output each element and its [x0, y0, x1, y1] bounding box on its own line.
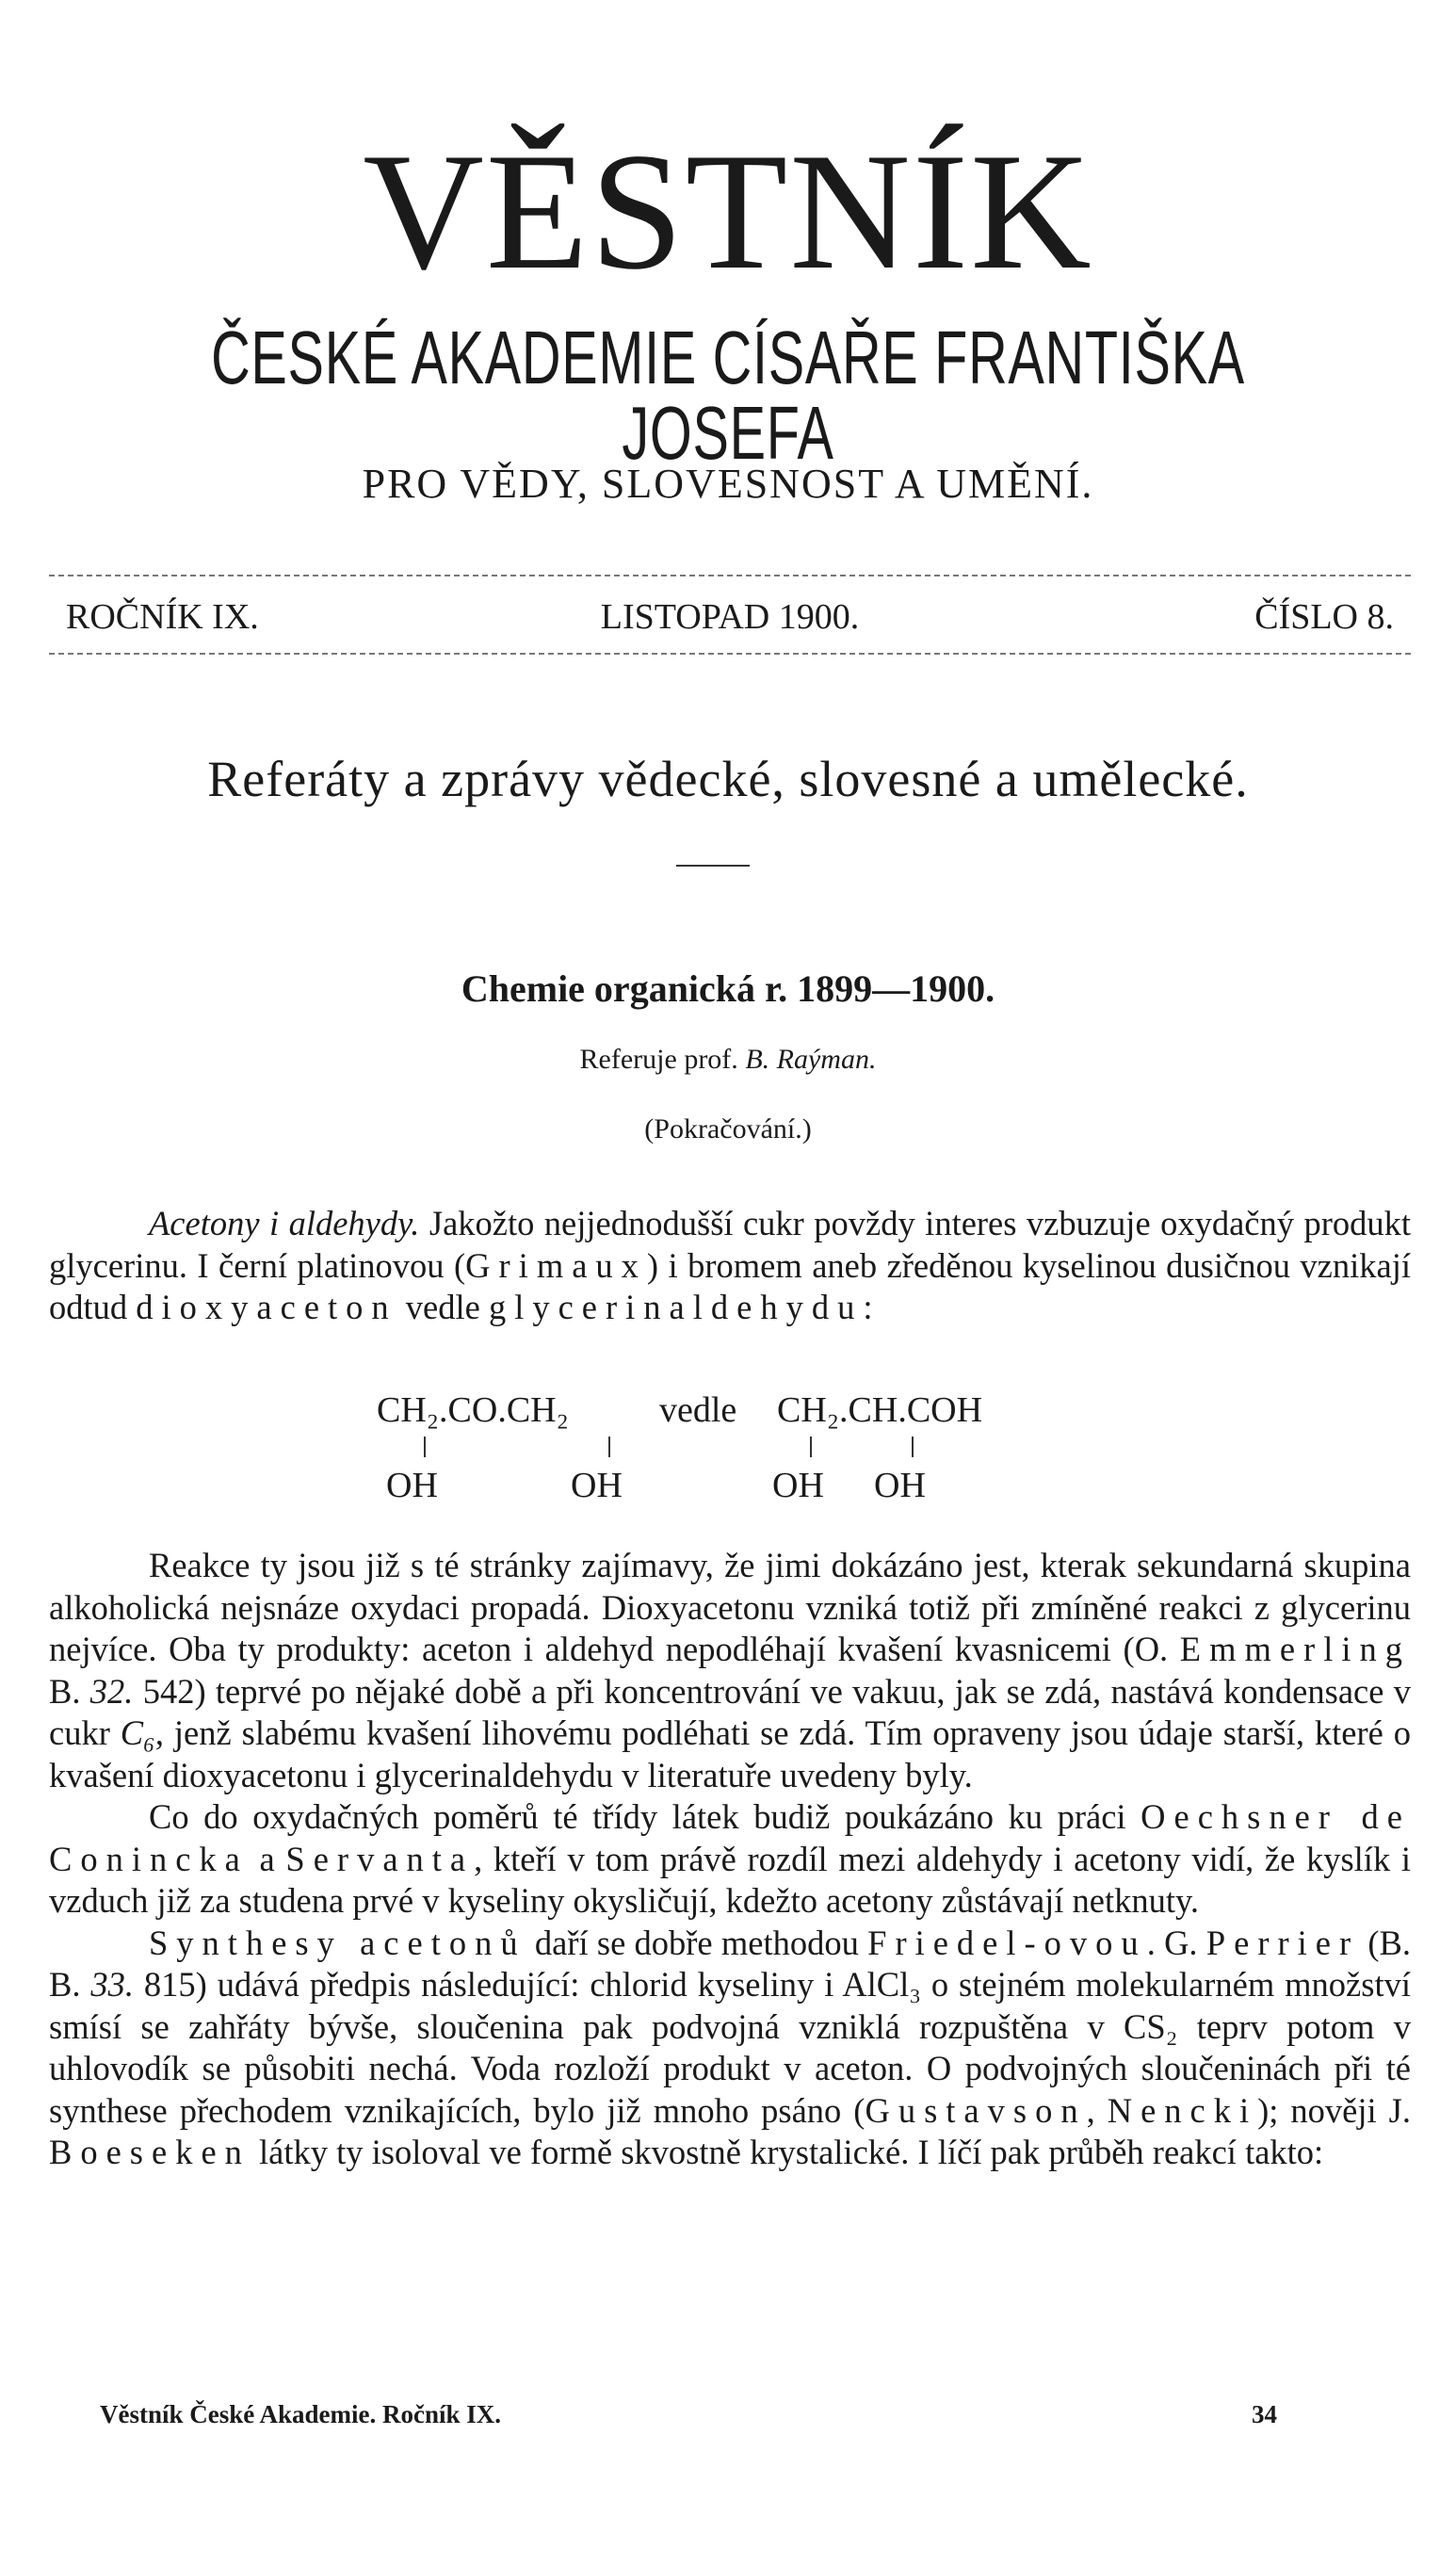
compound-term: glycerinaldehydu [488, 1288, 864, 1326]
text-run: , [1086, 2090, 1108, 2130]
bond-line [912, 1437, 914, 1457]
author-ref: Boeseken [49, 2133, 251, 2171]
author-ref: Grimaux [465, 1245, 647, 1285]
issue-number: ČÍSLO 8. [1254, 597, 1394, 637]
structural-formula [377, 1389, 1092, 1521]
paragraph-oxidation [49, 1796, 1411, 1923]
emphasized-term: Synthesy acetonů [149, 1923, 526, 1962]
author-ref: Perrier [1205, 1923, 1360, 1962]
text-run: Reakce ty jsou již s té stránky zajímavy, že jimi dokázáno jest, kterak sekundarná skupina alkoholická nejsnáze oxydaci propadá. Dioxyacetonu vzniká totiž při zmíněné reakci z glycerinu nejvíce. Oba ty produkty: aceton i aldehyd nepodléhají kvašení kvasnicemi (O. [49, 1546, 1411, 1668]
masthead-title: VĚSTNÍK [363, 118, 1093, 304]
intro-paragraph [49, 1203, 1411, 1329]
section-divider [676, 865, 750, 867]
author-name: B. Raýman. [745, 1044, 877, 1075]
text-run: : [863, 1288, 873, 1326]
text-run: 542) teprvé po nějaké době a při koncentrování ve vakuu, jak se zdá, nastává kondensace v cukr [49, 1671, 1411, 1752]
text-run: , jenž slabému kvašení lihovému podléhati se zdá. Tím opraveny jsou údaje starší, které o kvašení dioxyacetonu i glycerinaldehydu v literatuře uvedeny byly. [49, 1713, 1412, 1794]
author-ref: Nencki [1107, 2090, 1258, 2130]
paragraph-lead: Acetony i aldehydy. [149, 1204, 420, 1242]
text-run: Co do oxydačných poměrů té třídy látek budiž poukázáno ku práci [149, 1797, 1141, 1836]
volume-number: ROČNÍK IX. [66, 597, 259, 637]
author-ref: Emmerling [1179, 1630, 1411, 1668]
text-run: . G. [1146, 1923, 1206, 1962]
footer-journal: Věstník České Akademie. Ročník IX. [100, 2400, 502, 2428]
academy-subtitle: PRO VĚDY, SLOVESNOST A UMĚNÍ. [362, 461, 1094, 507]
bond-line [424, 1437, 426, 1457]
author-ref: Oechsner de Conincka [49, 1797, 1411, 1878]
text-run: daří se dobře methodou [526, 1923, 868, 1962]
bond-line [810, 1437, 812, 1457]
article-author [0, 1046, 1456, 1074]
text-run: (B. B. [49, 1923, 1412, 2004]
hydroxyl-group: OH [571, 1466, 623, 1505]
section-title: Referáty a zprávy vědecké, slovesné a umělecké. [207, 751, 1249, 807]
volume-ref: 32. [89, 1671, 134, 1711]
author-ref: Servanta [285, 1839, 475, 1878]
hydroxyl-group: OH [386, 1466, 438, 1505]
formula-glyceraldehyde: CH₂.CH.COH [777, 1390, 983, 1430]
formula-connector: vedle [659, 1390, 737, 1430]
academy-name: ČESKÉ AKADEMIE CÍSAŘE FRANTIŠKA JOSEFA [211, 316, 1245, 475]
header-rule-top [49, 575, 1411, 576]
continuation-note: (Pokračování.) [644, 1113, 812, 1145]
author-prefix: Referuje prof. [579, 1044, 738, 1075]
issue-info-row [66, 596, 1394, 643]
author-ref: Friedel-ovou [867, 1923, 1147, 1962]
text-run: a [248, 1839, 286, 1878]
page-number: 34 [1252, 2400, 1277, 2428]
header-rule-bottom [49, 653, 1411, 655]
bond-line [608, 1437, 610, 1457]
formula-dioxyacetone: CH₂.CO.CH₂ [377, 1390, 569, 1430]
text-run: Jakožto nejjednodušší cukr povždy interes vzbuzuje oxydačný produkt glycerinu. I černí platinovou ( [49, 1204, 1411, 1285]
hydroxyl-group: OH [874, 1466, 926, 1505]
volume-ref: 33. [90, 1965, 135, 2004]
text-run: B. [49, 1671, 90, 1711]
formula-c6: C₆ [120, 1713, 155, 1752]
hydroxyl-group: OH [772, 1466, 824, 1505]
text-run: ) i bromem aneb zředěnou kyselinou dusičnou vznikají odtud [49, 1245, 1411, 1326]
text-run: vedle [396, 1288, 489, 1326]
paragraph-synthesis [49, 1923, 1411, 2174]
compound-term: dioxyaceton [136, 1288, 397, 1326]
author-ref: Gustavson [865, 2090, 1087, 2130]
paragraph-reactions [49, 1545, 1411, 1796]
article-title: Chemie organická r. 1899—1900. [461, 967, 995, 1010]
text-run: 815) udává předpis následující: chlorid kyseliny i AlCl₃ o stejném molekularném množství smísí se zahřáty bývše, sloučenina pak podvojná vzniklá rozpuštěna v CS₂ teprv potom v uhlovodík se působiti nechá. Voda rozloží produkt v aceton. O podvojných sloučeninách při té synthese přechodem vznikajících, bylo již mnoho psáno ( [49, 1965, 1411, 2130]
text-run: látky ty isoloval ve formě skvostně krystalické. I líčí pak průběh reakcí takto: [250, 2133, 1324, 2171]
main-paragraphs [49, 1545, 1411, 2174]
text-run: , kteří v tom právě rozdíl mezi aldehydy i acetony vidí, že kyslík i vzduch již za studena prvé v kyseliny okysličují, kdežto acetony zůstávají netknuty. [49, 1839, 1412, 1920]
text-run: ); nověji J. [1257, 2090, 1411, 2130]
issue-date: LISTOPAD 1900. [600, 597, 860, 637]
